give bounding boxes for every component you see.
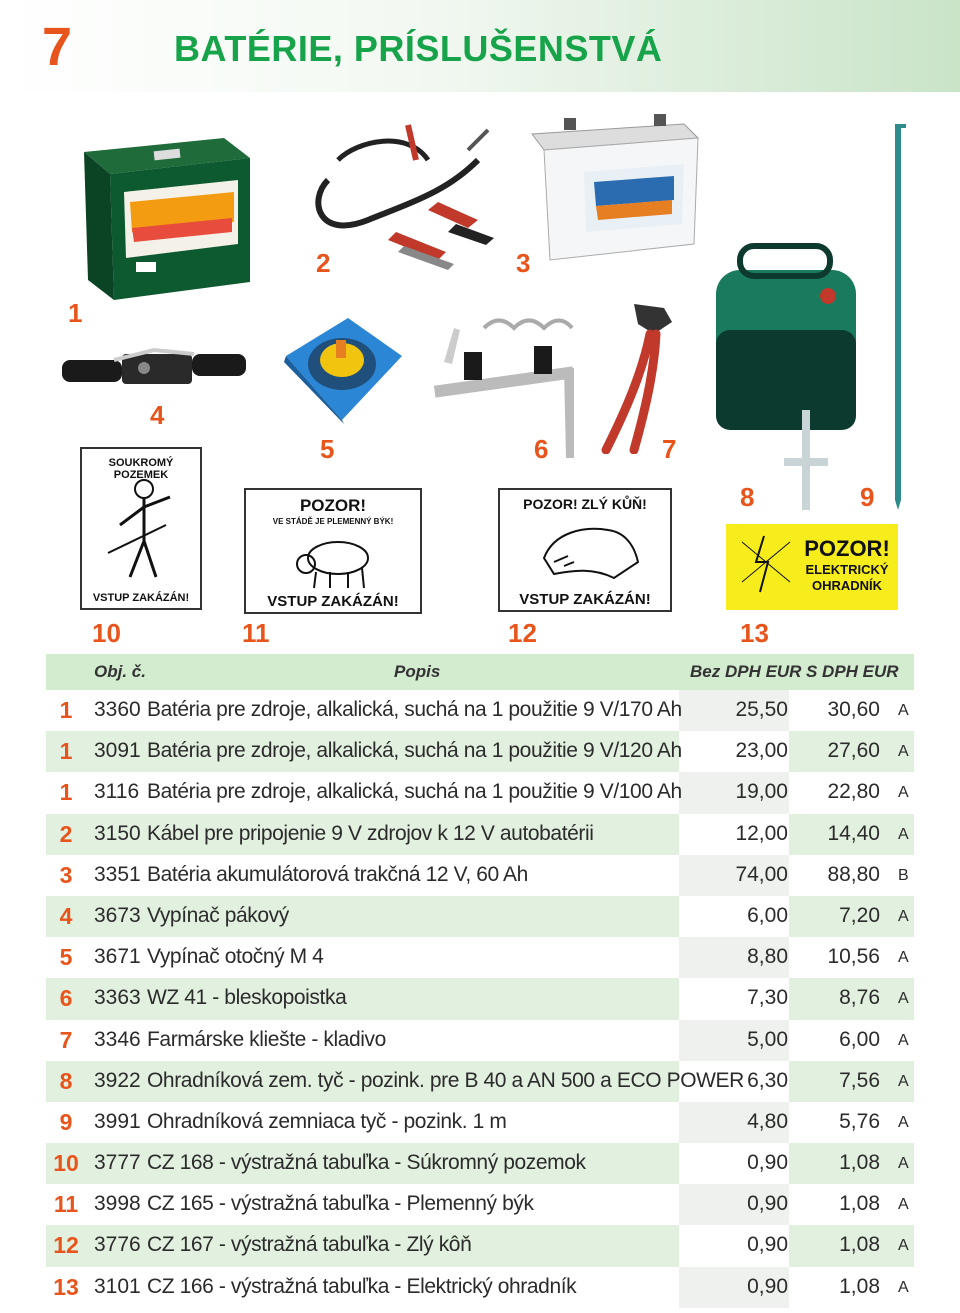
description: Ohradníková zem. tyč - pozink. pre B 40 a AN 500 a ECO POWER [147,1068,744,1092]
table-row [46,1061,914,1102]
alkaline-battery-image [74,132,254,304]
sign-13-top-text: POZOR! [804,536,890,561]
price-without-vat: 4,80 [747,1109,788,1133]
table-row [46,1143,914,1184]
category: A [898,743,909,761]
price-without-vat: 12,00 [735,821,788,845]
table-row [46,1184,914,1225]
description: CZ 166 - výstražná tabuľka - Elektrický ohradník [147,1274,577,1298]
sign-angry-horse [498,488,672,612]
image-number-7: 7 [662,434,677,464]
table-row [46,814,914,855]
item-number: 11 [53,1191,79,1218]
description: Batéria akumulátorová trakčná 12 V, 60 Ah [147,862,528,886]
sign-breeding-bull [244,488,422,614]
table-body [46,690,914,1308]
order-number: 3673 [94,903,141,927]
price-with-vat: 1,08 [839,1233,880,1257]
page-title: BATÉRIE, PRÍSLUŠENSTVÁ [174,28,663,69]
order-number: 3776 [94,1233,141,1257]
category: A [898,1278,909,1296]
table-row [46,731,914,772]
price-with-vat: 8,76 [839,986,880,1010]
category: A [898,702,909,719]
sign-10-bottom-text: VSTUP ZAKÁZÁN! [92,592,190,604]
price-without-vat: 7,30 [747,986,788,1010]
category: A [898,825,909,843]
image-number-4: 4 [150,400,165,430]
sign-13-line2-text: ELEKTRICKÝ [805,562,889,577]
image-number-6: 6 [534,434,549,464]
order-number: 3363 [94,986,141,1010]
price-with-vat: 6,00 [839,1027,880,1051]
header-s: S DPH EUR [806,662,899,681]
order-number: 3101 [94,1274,141,1298]
table-row [46,1020,914,1061]
description: Batéria pre zdroje, alkalická, suchá na 1 použitie 9 V/100 Ah [147,780,682,804]
image-number-5: 5 [320,434,335,464]
item-number: 2 [59,820,73,847]
description: Kábel pre pripojenie 9 V zdrojov k 12 V autobatérii [147,821,594,845]
price-without-vat: 6,00 [747,903,788,927]
item-number: 4 [59,902,73,929]
description: Vypínač otočný M 4 [147,945,324,969]
price-with-vat: 1,08 [839,1151,880,1175]
item-number: 13 [53,1273,79,1300]
image-number-9: 9 [860,482,875,512]
category: A [898,1237,909,1255]
price-with-vat: 1,08 [839,1274,880,1298]
item-number: 9 [59,1108,73,1135]
item-number: 8 [59,1067,73,1094]
item-number: 1 [59,738,73,765]
table-row [46,772,914,813]
lightning-arrester-image [424,318,594,458]
order-number: 3777 [94,1151,141,1175]
price-with-vat: 10,56 [827,945,880,969]
description: WZ 41 - bleskopoistka [147,986,347,1010]
price-table [46,654,914,1308]
category: A [898,1196,909,1214]
category: A [898,784,909,802]
item-number: 5 [59,944,73,971]
description: CZ 167 - výstražná tabuľka - Zlý kôň [147,1233,472,1257]
description: CZ 168 - výstražná tabuľka - Súkromný pozemok [147,1151,586,1175]
category: A [898,1155,909,1173]
price-without-vat: 6,30 [747,1068,788,1092]
horse-illustration [534,518,640,584]
sign-11-sub-text: VE STÁDĚ JE PLEMENNÝ BÝK! [272,517,394,526]
header-desc: Popis [394,662,441,681]
farm-pliers-image [594,294,690,454]
price-without-vat: 0,90 [747,1192,788,1216]
sign-13-line3-text: OHRADNÍK [811,578,883,593]
category: A [898,907,909,925]
description: Batéria pre zdroje, alkalická, suchá na 1 použitie 9 V/120 Ah [147,739,682,763]
table-row [46,937,914,978]
category: A [898,1072,909,1090]
image-number-11: 11 [242,618,270,648]
price-with-vat: 30,60 [827,698,880,721]
price-with-vat: 5,76 [839,1109,880,1133]
sign-12-top-text: POZOR! ZLÝ KŮŇ! [523,496,647,512]
header-obj: Obj. č. [94,662,146,681]
order-number: 3116 [94,780,140,804]
category: B [898,866,909,884]
table-row [46,690,914,731]
price-without-vat: 74,00 [735,862,788,886]
category: A [898,990,909,1008]
item-number: 1 [59,779,73,806]
price-with-vat: 1,08 [839,1192,880,1216]
order-number: 3998 [94,1192,141,1216]
description: Ohradníková zemniaca tyč - pozink. 1 m [147,1109,507,1133]
table-row [46,1267,914,1308]
price-with-vat: 7,56 [839,1068,880,1092]
table-row [46,1225,914,1266]
order-number: 3360 [94,698,141,721]
price-without-vat: 0,90 [747,1233,788,1257]
description: Farmárske kliešte - kladivo [147,1027,386,1051]
page-header [0,0,960,92]
image-number-12: 12 [508,618,537,648]
price-with-vat: 27,60 [827,739,880,763]
price-without-vat: 5,00 [747,1027,788,1051]
header-bez: Bez DPH EUR [690,662,802,681]
item-number: 3 [59,861,73,888]
item-number: 12 [53,1232,79,1259]
price-with-vat: 22,80 [827,780,880,804]
sign-private-property [80,447,202,610]
image-number-13: 13 [740,618,769,648]
lever-switch-image [54,330,254,402]
table-row [46,896,914,937]
price-with-vat: 14,40 [827,821,880,845]
price-without-vat: 0,90 [747,1274,788,1298]
category: A [898,1113,909,1131]
item-number: 1 [59,697,73,723]
table-header [46,654,914,690]
rotary-switch-image [278,312,408,424]
description: Batéria pre zdroje, alkalická, suchá na 1 použitie 9 V/170 Ah [147,698,682,721]
image-number-8: 8 [740,482,755,512]
price-with-vat: 88,80 [827,862,880,886]
sign-12-bottom-text: VSTUP ZAKÁZÁN! [519,591,651,608]
bull-illustration [290,530,380,590]
sign-11-top-text: POZOR! [299,496,367,515]
sign-10-top-text: SOUKROMÝ POZEMEK [108,457,174,481]
order-number: 3351 [94,862,141,886]
price-without-vat: 0,90 [747,1151,788,1175]
price-without-vat: 19,00 [735,780,788,804]
price-without-vat: 8,80 [747,945,788,969]
table-row [46,1102,914,1143]
ground-rod-energizer-image [710,240,870,510]
traction-battery-image [524,114,704,264]
item-number: 7 [59,1026,73,1053]
image-number-10: 10 [92,618,121,648]
lightning-hand-illustration [734,532,800,598]
price-without-vat: 25,50 [735,698,788,721]
table-row [46,855,914,896]
order-number: 3991 [94,1109,141,1133]
table-row [46,978,914,1019]
description: Vypínač pákový [147,903,289,927]
farmer-illustration [106,477,182,589]
sign-electric-fence [726,524,898,610]
order-number: 3671 [94,945,141,969]
item-number: 10 [53,1150,79,1177]
image-number-2: 2 [316,248,331,278]
order-number: 3922 [94,1068,141,1092]
item-number: 6 [59,985,73,1012]
ground-rod-image [888,124,908,510]
sign-11-bottom-text: VSTUP ZAKÁZÁN! [267,593,399,610]
description: CZ 165 - výstražná tabuľka - Plemenný býk [147,1192,534,1216]
page-number: 7 [42,17,73,77]
order-number: 3150 [94,821,141,845]
price-without-vat: 23,00 [735,739,788,763]
image-number-1: 1 [68,298,83,328]
category: A [898,949,909,967]
category: A [898,1031,909,1049]
order-number: 3091 [94,739,141,763]
order-number: 3346 [94,1027,141,1051]
price-with-vat: 7,20 [839,903,880,927]
image-number-3: 3 [516,248,531,278]
